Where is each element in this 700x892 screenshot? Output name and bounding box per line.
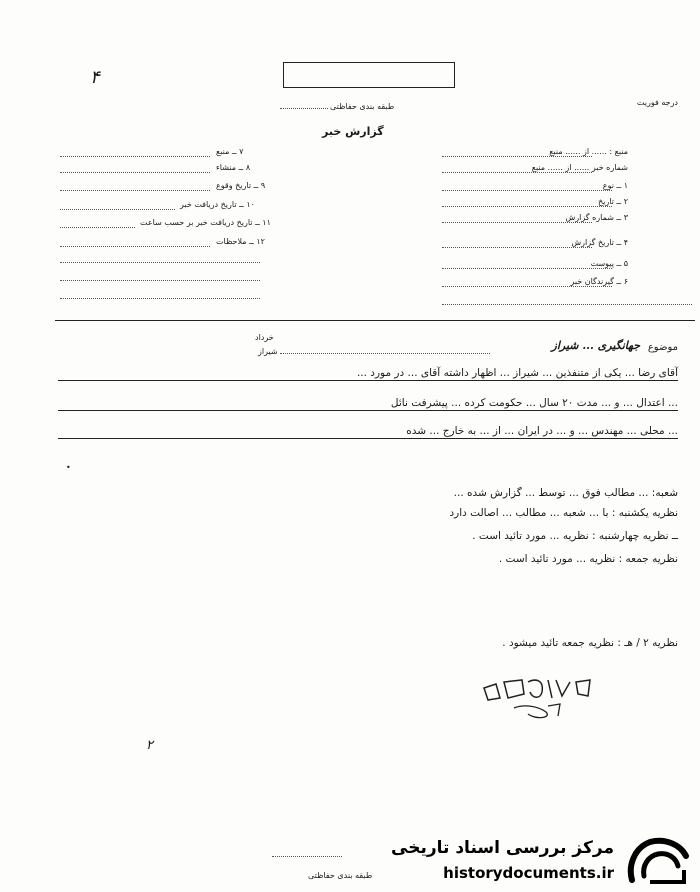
field-report-number: ۳ ــ شماره گزارش — [565, 213, 628, 222]
archive-logo-icon — [624, 836, 694, 888]
field-occurrence-date: ۹ ــ تاریخ وقوع — [216, 181, 266, 190]
dots-r7 — [442, 268, 612, 269]
dots-r4 — [442, 206, 612, 207]
subject-label: موضوع — [647, 342, 678, 353]
doc-title: گزارش خبر — [322, 125, 384, 138]
dots-r9 — [442, 304, 692, 305]
dots-r2 — [442, 172, 592, 173]
classification-stamp — [283, 62, 455, 88]
field-received-date: ۱۰ ــ تاریخ دریافت خبر — [180, 200, 255, 209]
subject-side-note-2: شیراز — [258, 347, 278, 356]
analysis-line-1: شعبه: ... مطالب فوق ... توسط ... گزارش شده ... — [453, 487, 678, 499]
field-date: ۲ ــ تاریخ — [598, 197, 628, 206]
field-received-hour: ۱۱ ــ تاریخ دریافت خبر بر حسب ساعت — [140, 218, 271, 227]
dots-r8 — [442, 286, 612, 287]
body-line-1: آقای رضا ... یکی از متنفذین ... شیراز ... اظهار داشته آقای ... در مورد ... — [58, 366, 678, 381]
dots-l5 — [60, 227, 135, 228]
field-news-number: شماره خبر ...... از ...... منبع — [531, 163, 628, 172]
dots-r1 — [442, 156, 592, 157]
dots-l6 — [60, 246, 210, 247]
subject-dots — [280, 353, 490, 354]
bottom-security-class: طبقه بندی حفاظتی — [308, 871, 373, 880]
watermark-title: مرکز بررسی اسناد تاریخی — [391, 838, 614, 858]
body-line-2: ... اعتدال ... و ... مدت ۲۰ سال ... حکومت کرده ... پیشرفت نائل — [58, 396, 678, 411]
dots-l7 — [60, 262, 260, 263]
dots-l4 — [60, 209, 175, 210]
analysis-line-2: نظریه یکشنبه : با ... شعبه ... مطالب ... اصالت دارد — [449, 507, 678, 519]
field-recipients: ۶ ــ گیرندگان خبر — [570, 277, 628, 286]
final-note: نظریه ۲ / هـ : نظریه جمعه تائید میشود . — [502, 637, 678, 649]
subject-side-note: خرداد — [255, 333, 274, 342]
field-remarks: ۱۲ ــ ملاحظات — [216, 237, 265, 246]
dots-l9 — [60, 298, 260, 299]
field-report-date: ۴ ــ تاریخ گزارش — [571, 238, 628, 247]
field-origin: ۸ ــ منشاء — [216, 163, 251, 172]
field-source-2: ۷ ــ منبع — [216, 147, 244, 156]
dots-l2 — [60, 172, 210, 173]
handwritten-signature-icon — [478, 672, 608, 724]
security-class-label: طبقه بندی حفاظتی — [330, 102, 395, 111]
field-source: منبع : ...... از ...... منبع — [549, 147, 628, 156]
dots-l1 — [60, 156, 210, 157]
dots-r6 — [442, 247, 592, 248]
priority-label: درجه فوریت — [636, 98, 678, 107]
separator-rule — [55, 320, 695, 321]
dots-l3 — [60, 190, 210, 191]
bullet-mark: • — [66, 463, 71, 472]
margin-mark: ۲ — [146, 738, 153, 753]
bottom-dots — [272, 856, 342, 857]
body-line-3: ... محلی ... مهندس ... و ... در ایران ... از ... به خارج ... شده — [58, 424, 678, 439]
analysis-line-4: نظریه جمعه : نظریه ... مورد تائید است . — [498, 553, 678, 565]
watermark-logo — [391, 832, 700, 892]
dots-r5 — [442, 222, 592, 223]
analysis-line-3: ــ نظریه چهارشنبه : نظریه ... مورد تائید است . — [472, 530, 678, 542]
dots-r3 — [442, 190, 612, 191]
field-attachment: ۵ ــ پیوست — [590, 259, 628, 268]
security-class-dots — [280, 108, 328, 109]
watermark-url: historydocuments.ir — [443, 864, 614, 882]
field-type: ۱ ــ نوع — [602, 181, 628, 190]
dots-l8 — [60, 280, 260, 281]
subject-value: جهانگیری ... شیراز — [551, 339, 640, 352]
corner-mark: ۴ — [90, 67, 100, 88]
